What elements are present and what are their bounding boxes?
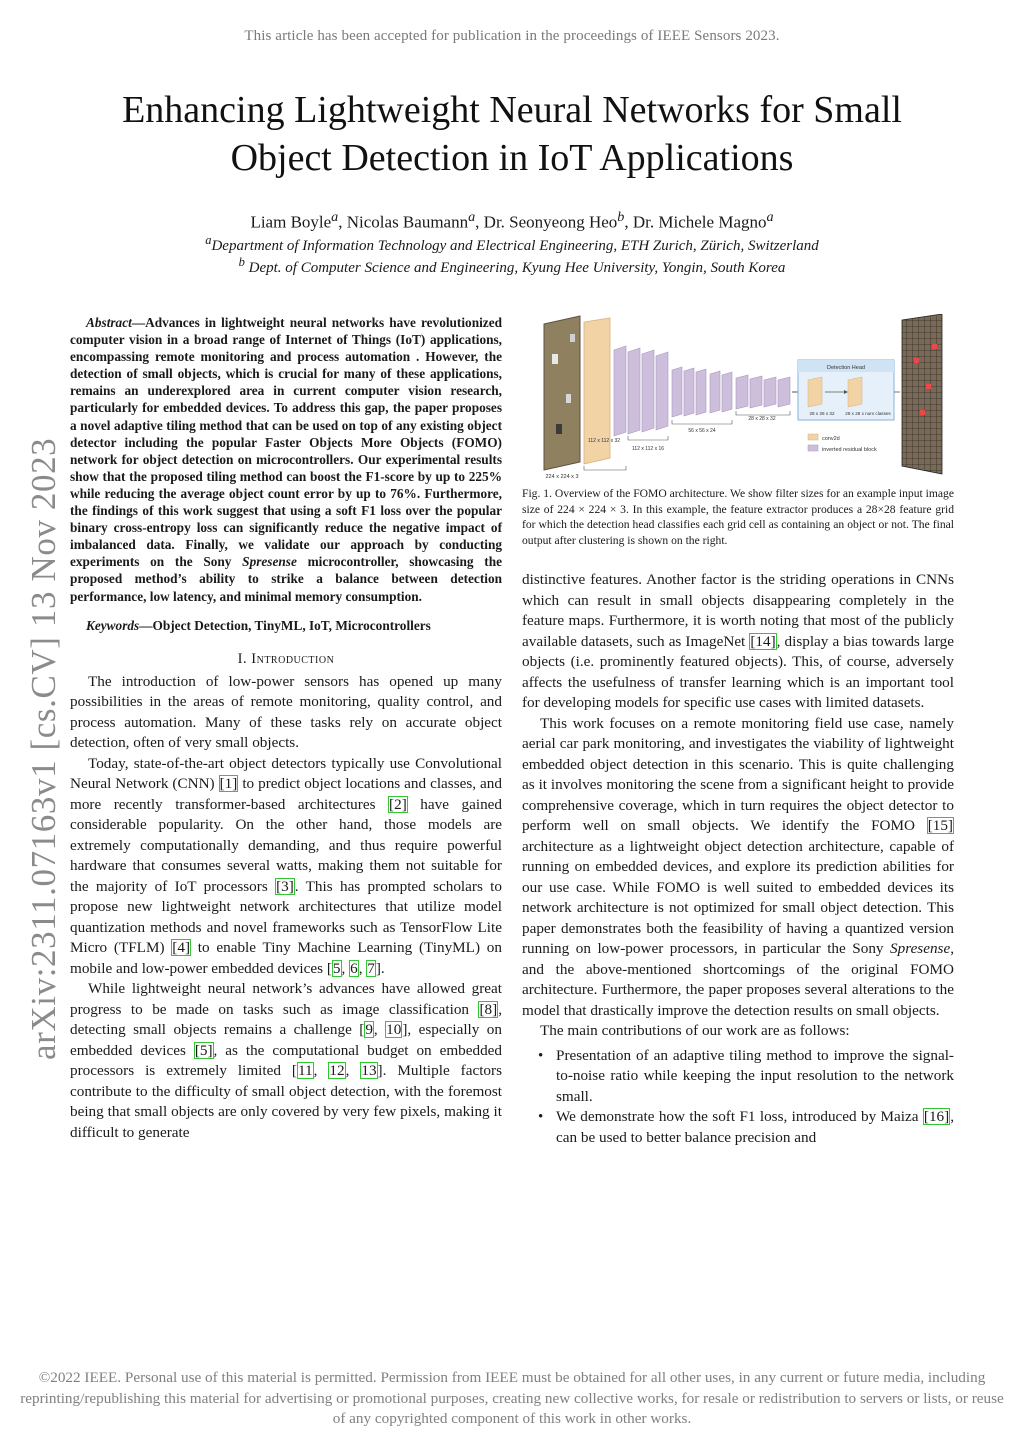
paragraph-text: , display a bias towards large objects (i.e. prominently featured objects). This, of course, adversely affects the usefulness of transfer learning which is an important tool for developing models for specific use cases with limited datasets.: [522, 632, 954, 711]
citation-link[interactable]: [15]: [927, 817, 953, 834]
feature-extractor-blocks: [614, 346, 790, 436]
citation-link[interactable]: [2]: [389, 795, 407, 813]
affiliation-b: [0, 252, 1024, 278]
input-image: [544, 316, 580, 470]
citation-link[interactable]: [8]: [479, 1000, 498, 1018]
abstract-label: Abstract: [86, 315, 132, 330]
list-item: [522, 1107, 954, 1148]
label-input-size: 224 x 224 x 3: [545, 474, 579, 480]
citation-link[interactable]: 13: [361, 1062, 377, 1080]
author-separator: ,: [624, 212, 633, 232]
paragraph-text: , and the above-mentioned shortcomings of the original FOMO architecture. Furthermore, the paper proposes several alterations to the model that drastically improve the detection results on small objects.: [522, 940, 954, 1019]
paragraph-text: to enable Tiny Machine Learning (TinyML) on mobile and low-power embedded devices [: [70, 939, 502, 977]
keywords-text: Object Detection, TinyML, IoT, Microcontrollers: [152, 617, 431, 633]
citation-separator: ,: [373, 1021, 386, 1039]
affiliation-mark: a: [205, 233, 212, 247]
citation-link[interactable]: 9: [365, 1021, 373, 1039]
paragraph-text: ]. Multiple factors contribute to the difficulty of small object detection, with the foremost being that small objects are only covered by very few pixels, making it difficult to generate: [70, 1062, 502, 1141]
author-separator: ,: [475, 212, 484, 232]
author-affil-mark: a: [468, 209, 476, 225]
section-number: I.: [237, 650, 252, 667]
author-affil-mark: b: [617, 209, 625, 225]
left-column: [70, 314, 502, 1143]
figure-fomo-architecture: [522, 314, 954, 482]
bullet-marker: •: [538, 1109, 544, 1125]
section-title: Introduction: [251, 650, 335, 667]
label-112b: 112 x 112 x 16: [631, 446, 665, 452]
keywords-dash: —: [139, 617, 153, 633]
detection-marker: [926, 384, 931, 389]
italic-term: Spresense: [890, 940, 951, 957]
citation-link[interactable]: [16]: [923, 1108, 950, 1125]
paragraph-text: While lightweight neural network’s advances have allowed great progress to be made on tasks such as image classification: [70, 980, 502, 1018]
author-separator: ,: [338, 212, 347, 232]
bullet-marker: •: [538, 1047, 544, 1064]
citation-link[interactable]: [1]: [219, 775, 238, 793]
label-112a: 112 x 112 x 32: [587, 438, 621, 444]
affiliation-mark: b: [238, 255, 245, 269]
label-56: 56 x 56 x 24: [688, 428, 716, 434]
label-detection-head: Detection Head: [827, 365, 865, 371]
arxiv-identifier: arXiv:2311.07163v1 [cs.CV] 13 Nov 2023: [24, 437, 63, 1060]
detection-marker: [914, 358, 919, 363]
intro-paragraph-3: [70, 979, 502, 1143]
section-heading: [70, 650, 502, 668]
paragraph-text: , detecting small objects remains a challenge [: [70, 1000, 502, 1039]
list-item-text: We demonstrate how the soft F1 loss, introduced by Maiza: [556, 1108, 923, 1125]
paragraph-text: Today, state-of-the-art object detectors typically use Convolutional Neural Network (CNN): [70, 754, 502, 793]
car-marker: [566, 394, 571, 403]
citation-link[interactable]: [4]: [172, 939, 191, 957]
citation-link[interactable]: 7: [367, 959, 375, 977]
citation-link[interactable]: [5]: [194, 1041, 213, 1059]
author-name: Nicolas Baumann: [346, 212, 469, 232]
legend-label-irb: inverted residual block: [822, 447, 877, 453]
figure-caption: Fig. 1. Overview of the FOMO architecture. We show filter sizes for an example input image size of 224 × 224 × 3. In this example, the feature extractor produces a 28×28 feature grid for which the detection head classifies each grid cell as containing an object or not. The final output after clustering is shown on the right.: [522, 487, 954, 547]
paragraph-text: This work focuses on a remote monitoring field use case, namely aerial car park monitoring, and investigates the viability of lightweight embedded object detection in this scenario. This is quite challenging as it involves monitoring the scene from a significant height to provide comprehensive coverage, which in turn requires the object detector to perform well on small objects. We identify the FOMO: [522, 714, 954, 834]
list-item: [522, 1046, 954, 1108]
abstract: [70, 314, 502, 605]
car-marker: [556, 424, 562, 434]
architecture-diagram: [522, 314, 954, 482]
paragraph-text: ].: [375, 959, 385, 977]
paragraph-text: have gained considerable popularity. On the other hand, those models are extremely computationally demanding, and thus require powerful hardware that consumes several watts, making them not suitable for the majority of IoT processors: [70, 795, 503, 895]
citation-separator: ,: [313, 1062, 329, 1080]
citation-link[interactable]: 10: [386, 1021, 402, 1039]
author-name: Dr. Seonyeong Heo: [483, 212, 618, 232]
abstract-text: Advances in lightweight neural networks have revolutionized computer vision in a broad range of Internet of Things (IoT) applications, encompassing remote monitoring and process automation . However, the detection of small objects, which is crucial for many of these applications, remains an underexplored area in current computer vision research, particularly for embedded devices. To address this gap, the paper proposes a novel adaptive tiling method that can be used on top of any existing object detector including the popular Faster Objects More Objects (FOMO) network for object detection on microcontrollers. Our experimental results show that the proposed tiling method can boost the F1-score by up to 225% while reducing the average object count error by up to 76%. Furthermore, the findings of this work suggest that using a soft F1 loss over the popular binary cross-entropy loss can significantly reduce the negative impact of imbalanced data. Finally, we validate our approach by conducting experiments on the Sony: [70, 315, 502, 570]
paragraph-text: ], especially on embedded devices: [70, 1021, 502, 1059]
affiliation-text: Department of Information Technology and Electrical Engineering, ETH Zurich, Zürich, Switzerland: [211, 238, 819, 254]
car-marker: [570, 334, 575, 342]
label-28: 28 x 28 x 32: [748, 416, 776, 422]
abstract-text: microcontroller, showcasing the proposed method’s ability to strike a balance between detection performance, low latency, and minimal memory consumption.: [70, 554, 502, 604]
paragraph-text: , as the computational budget on embedded processors is extremely limited [: [70, 1041, 502, 1080]
keywords-label: Keywords: [86, 617, 140, 633]
label-head-out: 28 x 28 x num classes: [845, 411, 891, 416]
intro-paragraph-1: The introduction of low-power sensors has opened up many possibilities in the areas of remote monitoring, quality control, and process automation. Many of these tasks rely on accurate object detection, often of very small objects.: [70, 672, 502, 752]
author-name: Liam Boyle: [250, 212, 332, 232]
abstract-dash: —: [131, 315, 146, 330]
paragraph-text: architecture as a lightweight object detection architecture, capable of running on embedded devices, and explore its prediction abilities for our use case. While FOMO is well suited to embedded devices its network architecture is not optimized for small object detection. This paper demonstrates both the feasibility of having a quantized version running on low-power processors, in particular the Sony: [522, 837, 954, 957]
detection-marker: [920, 410, 925, 415]
keywords: [70, 617, 502, 634]
paper-title: [40, 86, 984, 182]
legend-label-conv2d: conv2d: [822, 436, 840, 442]
paragraph-text: to predict object locations and classes, and more recently transformer-based architectures: [70, 775, 502, 813]
citation-link[interactable]: [3]: [276, 877, 294, 895]
right-paragraph-3: The main contributions of our work are as follows:: [540, 1022, 850, 1039]
citation-link[interactable]: [14]: [750, 632, 776, 650]
title-line-2: Object Detection in IoT Applications: [230, 137, 794, 179]
abstract-italic: Spresense: [242, 554, 297, 570]
publication-banner: This article has been accepted for publication in the proceedings of IEEE Sensors 2023.: [244, 28, 780, 44]
label-head-in: 28 x 28 x 32: [809, 411, 835, 416]
list-item-text: Presentation of an adaptive tiling method to improve the signal-to-noise ratio while keeping the input resolution to the network small.: [556, 1046, 954, 1105]
car-marker: [552, 354, 558, 364]
right-paragraph-2: [522, 714, 954, 1022]
detection-marker: [932, 344, 937, 349]
right-paragraph-1: [522, 570, 954, 714]
citation-link[interactable]: 5: [332, 959, 341, 977]
citation-separator: ,: [345, 1062, 361, 1080]
copyright-footer: ©2022 IEEE. Personal use of this material is permitted. Permission from IEEE must be obtained for all other uses, in any current or future media, including reprinting/republishing this material for advertising or promotional purposes, creating new collective works, for resale or redistribution to servers or lists, or reuse of any copyrighted component of this work in other works.: [20, 1369, 1004, 1427]
citation-link[interactable]: 11: [297, 1062, 313, 1080]
author-affil-mark: a: [766, 209, 774, 225]
intro-paragraph-2: [70, 754, 502, 980]
affiliation-text: Dept. of Computer Science and Engineering, Kyung Hee University, Yongin, South Korea: [248, 260, 786, 276]
citation-link[interactable]: 6: [350, 959, 358, 977]
right-column: [522, 314, 954, 1148]
author-name: Dr. Michele Magno: [632, 212, 767, 232]
citation-link[interactable]: 12: [329, 1062, 345, 1080]
author-affil-mark: a: [331, 209, 339, 225]
citation-separator: ,: [341, 959, 350, 977]
paragraph-text: . This has prompted scholars to propose new lightweight network architectures that utilize model quantization methods and novel frameworks such as TensorFlow Lite Micro (TFLM): [70, 877, 502, 957]
list-item-text: , can be used to better balance precision and: [556, 1108, 954, 1146]
legend-swatch-irb: [808, 445, 818, 451]
citation-separator: ,: [358, 959, 367, 977]
output-grid: [902, 314, 942, 474]
legend-swatch-conv2d: [808, 434, 818, 440]
paragraph-text: distinctive features. Another factor is the striding operations in CNNs which can result in small objects disappearing completely in the feature maps. Furthermore, it is worth noting that most of the publicly available datasets, such as ImageNet: [522, 571, 954, 650]
contributions-list: [522, 1046, 954, 1149]
title-line-1: Enhancing Lightweight Neural Networks for Small: [122, 89, 902, 131]
